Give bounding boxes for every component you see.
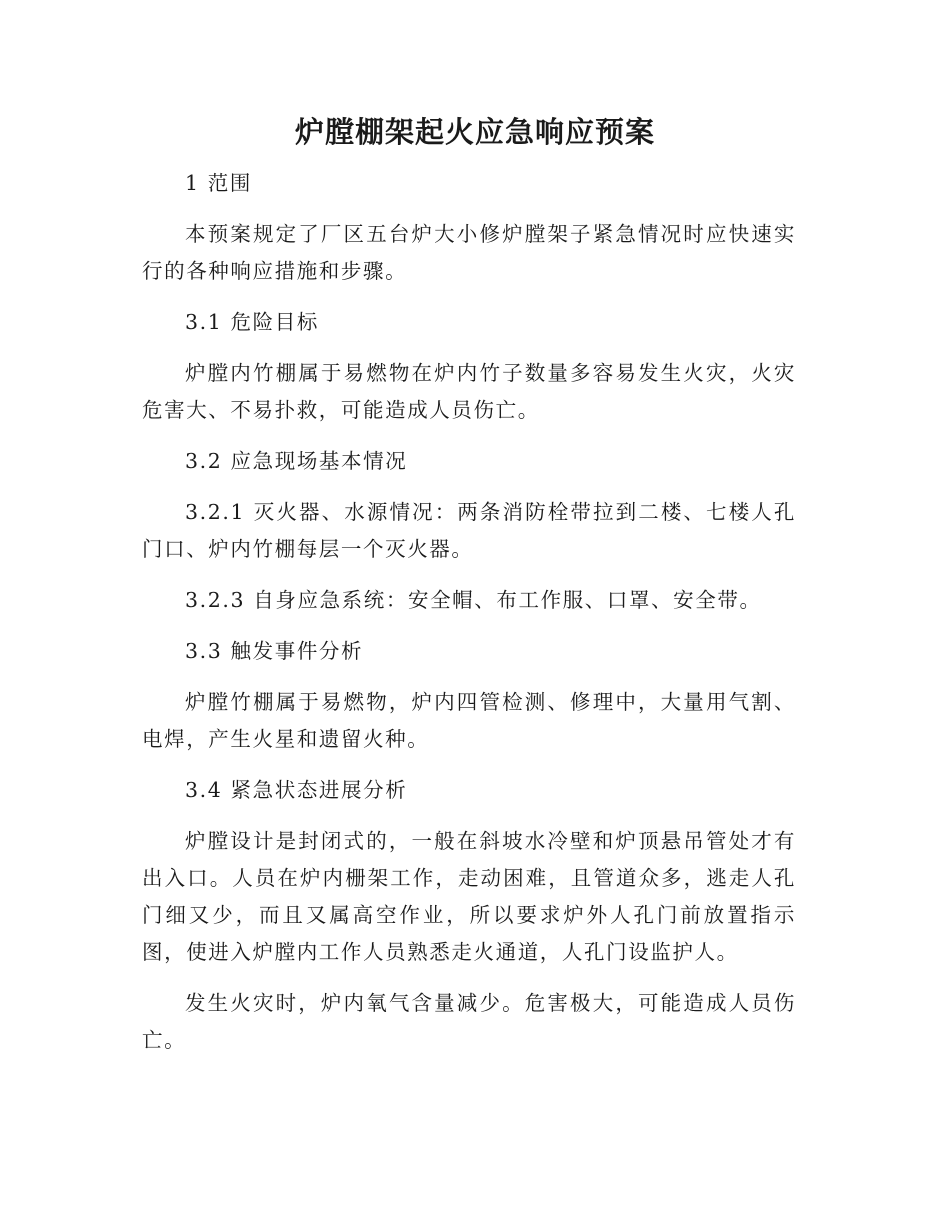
paragraph-self-emergency-system: 3.2.3 自身应急系统：安全帽、布工作服、口罩、安全带。	[185, 588, 762, 612]
section-heading-site-conditions: 3.2 应急现场基本情况	[185, 449, 408, 473]
section-heading-scope: 1 范围	[185, 171, 252, 195]
section-heading-trigger-analysis: 3.3 触发事件分析	[185, 639, 364, 663]
paragraph-trigger-analysis-text: 炉膛竹棚属于易燃物，炉内四管检测、修理中，大量用气割、电焊，产生火星和遗留火种。	[142, 690, 796, 751]
section-heading-hazard-target: 3.1 危险目标	[185, 310, 319, 334]
section-heading-emergency-progress: 3.4 紧急状态进展分析	[185, 778, 408, 802]
document-body	[142, 165, 796, 1073]
paragraph-hazard-target-text: 炉膛内竹棚属于易燃物在炉内竹子数量多容易发生火灾，火灾危害大、不易扑救，可能造成人员伤亡。	[142, 361, 796, 422]
paragraph-emergency-progress-text: 炉膛设计是封闭式的，一般在斜坡水冷壁和炉顶悬吊管处才有出入口。人员在炉内栅架工作，走动困难，且管道众多，逃走人孔门细又少，而且又属高空作业，所以要求炉外人孔门前放置指示图，使进入炉膛内工作人员熟悉走火通道，人孔门设监护人。	[142, 829, 796, 964]
paragraph-extinguisher-water: 3.2.1 灭火器、水源情况：两条消防栓带拉到二楼、七楼人孔门口、炉内竹棚每层一个灭火器。	[142, 500, 796, 561]
document-title: 炉膛棚架起火应急响应预案	[294, 115, 655, 149]
paragraph-fire-consequence: 发生火灾时，炉内氧气含量减少。危害极大，可能造成人员伤亡。	[142, 991, 796, 1052]
paragraph-scope-text: 本预案规定了厂区五台炉大小修炉膛架子紧急情况时应快速实行的各种响应措施和步骤。	[142, 222, 796, 283]
